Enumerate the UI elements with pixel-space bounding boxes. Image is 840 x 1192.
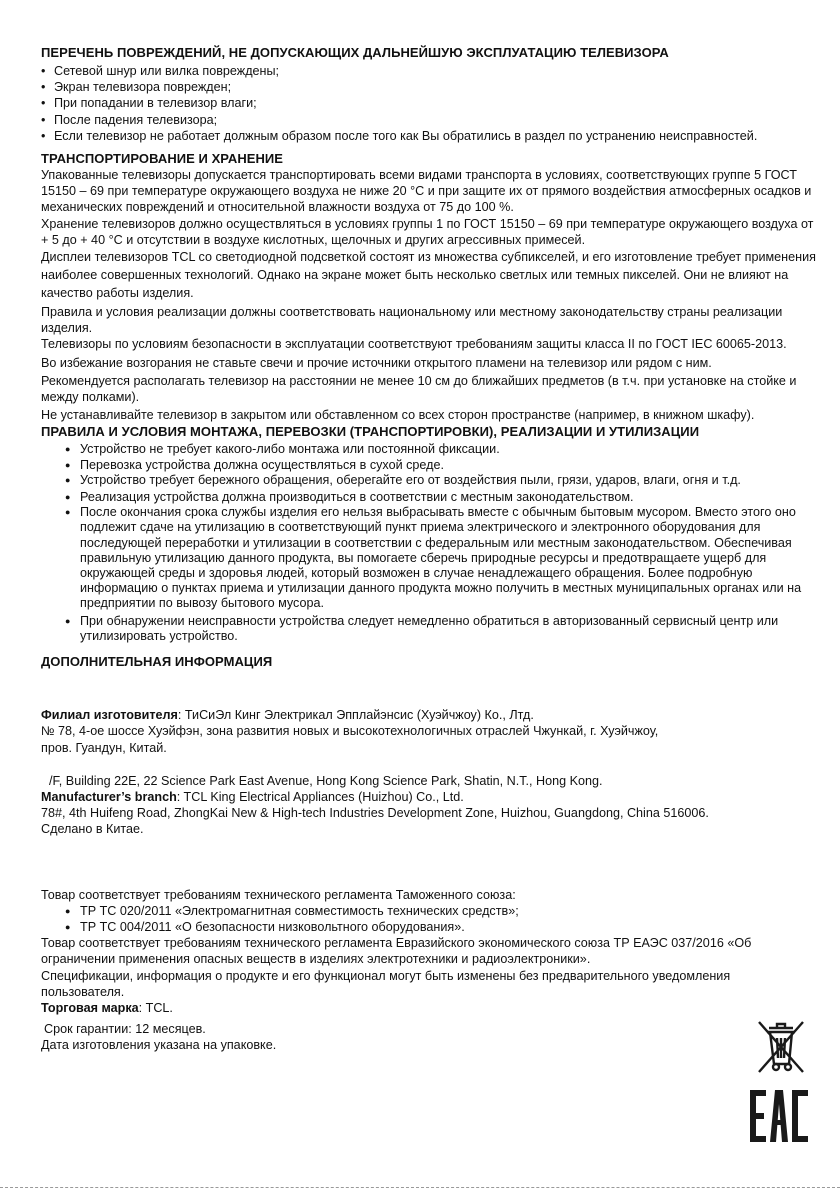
customs-union-intro: Товар соответствует требованиям технического регламента Таможенного союза: xyxy=(41,887,516,902)
document-page xyxy=(41,44,821,1054)
branch-address-line-2: пров. Гуандун, Китай. xyxy=(41,740,167,755)
safety-class-paragraph: Телевизоры по условиям безопасности в эксплуатации соответствуют требованиям защиты класса II по ГОСТ IEC 60065-2013. xyxy=(41,337,787,352)
distance-paragraph: Рекомендуется располагать телевизор на расстоянии не менее 10 см до ближайших предметов (в т.ч. при установке на стойке и между полками). xyxy=(41,373,797,405)
eac-mark-icon xyxy=(748,1086,810,1146)
trademark xyxy=(41,1000,821,1016)
manufacturer-branch-en xyxy=(41,789,821,805)
list-item: ● Перевозка устройства должна осуществляться в сухой среде. xyxy=(65,458,811,473)
mounting-heading: ПРАВИЛА И УСЛОВИЯ МОНТАЖА, ПЕРЕВОЗКИ (ТРАНСПОРТИРОВКИ), РЕАЛИЗАЦИИ И УТИЛИЗАЦИИ xyxy=(41,424,700,440)
trademark-label: Торговая марка xyxy=(41,1000,139,1015)
eaeu-compliance: Товар соответствует требованиям технического регламента Евразийского экономического союза ТР ЕАЭС 037/2016 «Об ограничении применения опасных веществ в изделиях электротехники и радиоэлектроники». xyxy=(41,936,752,967)
certification-marks xyxy=(748,1016,814,1146)
list-item: ● Устройство требует бережного обращения, оберегайте его от воздействия пыли, грязи, ударов, влаги, огня и т.д. xyxy=(65,473,811,488)
hong-kong-address: /F, Building 22E, 22 Science Park East Avenue, Hong Kong Science Park, Shatin, N.T., Hong Kong. xyxy=(49,773,603,788)
enclosure-paragraph: Не устанавливайте телевизор в закрытом или обставленном со всех сторон пространстве (например, в книжном шкафу). xyxy=(41,408,755,423)
list-item: ● После окончания срока службы изделия его нельзя выбрасывать вместе с обычным бытовым мусором. Вместо этого оно подлежит сдаче на утилизацию в соответствующий пункт приема электрического и электронного оборудования для последующей переработки и утилизации в соответствии с федеральным или местным законодательством. Обеспечивая правильную утилизацию данного продукта, вы помогаете сберечь природные ресурсы и предотвращаете ущерб для окружающей среды и здоровья людей, который возможен в случае ненадлежащего обращения. Более подробную информацию о пунктах приема и утилизации данного продукта можно получить в местных муниципальных органах или на предприятии по вывозу бытового мусора. xyxy=(65,505,811,611)
display-paragraph: Дисплеи телевизоров TCL со светодиодной подсветкой состоят из множества субпикселей, и его изготовление требует применения наиболее совершенных технологий. Однако на экране может быть несколько светлых или темных пикселей. Они не влияют на качество работы изделия. xyxy=(41,250,816,301)
list-item: ● ТР ТС 020/2011 «Электромагнитная совместимость технических средств»; xyxy=(65,903,821,919)
damage-list xyxy=(41,63,821,144)
transport-paragraph: Упакованные телевизоры допускается транспортировать всеми видами транспорта в условиях, соответствующих группе 5 ГОСТ 15150 – 69 при температуре окружающего воздуха не ниже 20 °С и при защите их от прямого воздействия атмосферных осадков и механических повреждений и относительной влажности воздуха от 75 до 100 %. xyxy=(41,168,812,215)
crossed-out-wheelie-bin-icon xyxy=(751,1016,811,1076)
manufacturer-branch-value: : TCL King Electrical Appliances (Huizhou) Co., Ltd. xyxy=(176,789,464,804)
manufacturer-branch-address: 78#, 4th Huifeng Road, ZhongKai New & High-tech Industries Development Zone, Huizhou, Guangdong, China 516006. xyxy=(41,806,709,821)
list-item: ● Реализация устройства должна производиться в соответствии с местным законодательством. xyxy=(65,490,811,505)
manufacture-date: Дата изготовления указана на упаковке. xyxy=(41,1038,277,1053)
mounting-list xyxy=(41,442,821,644)
branch-address-line-1: № 78, 4-ое шоссе Хуэйфэн, зона развития новых и высокотехнологичных отраслей Чжункай, г. Хуэйчжоу, xyxy=(41,724,659,739)
list-item: ● Устройство не требует какого-либо монтажа или постоянной фиксации. xyxy=(65,442,811,457)
list-item: • При попадании в телевизор влаги; xyxy=(41,95,821,111)
branch-value: : ТиСиЭл Кинг Электрикал Эпплайэнсис (Хуэйчжоу) Ко., Лтд. xyxy=(177,708,534,723)
list-item: • Сетевой шнур или вилка повреждены; xyxy=(41,63,821,79)
list-item: • Если телевизор не работает должным образом после того как Вы обратились в раздел по устранению неисправностей. xyxy=(41,128,821,144)
additional-info-heading: ДОПОЛНИТЕЛЬНАЯ ИНФОРМАЦИЯ xyxy=(41,654,273,670)
branch-label: Филиал изготовителя xyxy=(41,708,178,723)
sales-rules-paragraph: Правила и условия реализации должны соответствовать национальному или местному законодательству страны реализации изделия. xyxy=(41,305,783,336)
transport-heading: ТРАНСПОРТИРОВАНИЕ И ХРАНЕНИЕ xyxy=(41,151,284,167)
trademark-value: : TCL. xyxy=(138,1000,173,1015)
made-in-china: Сделано в Китае. xyxy=(41,822,144,837)
warranty-period: Срок гарантии: 12 месяцев. xyxy=(44,1022,206,1037)
list-item: ● ТР ТС 004/2011 «О безопасности низковольтного оборудования». xyxy=(65,919,821,935)
damage-list-heading: ПЕРЕЧЕНЬ ПОВРЕЖДЕНИЙ, НЕ ДОПУСКАЮЩИХ ДАЛЬНЕЙШУЮ ЭКСПЛУАТАЦИЮ ТЕЛЕВИЗОРА xyxy=(41,45,669,60)
storage-paragraph: Хранение телевизоров должно осуществляться в условиях группы 1 по ГОСТ 15150 – 69 при температуре окружающего воздуха от + 5 до + 40 °С и отсутствии в воздухе кислотных, щелочных и других агрессивных примесей. xyxy=(41,216,814,247)
manufacturer-branch-ru xyxy=(41,707,821,723)
regulation-list xyxy=(41,903,821,935)
list-item: • После падения телевизора; xyxy=(41,112,821,128)
list-item: • Экран телевизора поврежден; xyxy=(41,79,821,95)
spec-change-notice: Спецификации, информация о продукте и его функционал могут быть изменены без предварительного уведомления пользователя. xyxy=(41,968,731,999)
manufacturer-branch-label: Manufacturer’s branch xyxy=(41,789,177,804)
fire-warning-paragraph: Во избежание возгорания не ставьте свечи и прочие источники открытого пламени на телевизор или рядом с ним. xyxy=(41,355,712,370)
list-item: ● При обнаружении неисправности устройства следует немедленно обратиться в авторизованный сервисный центр или утилизировать устройство. xyxy=(65,614,811,644)
page-bottom-rule xyxy=(0,1187,840,1188)
